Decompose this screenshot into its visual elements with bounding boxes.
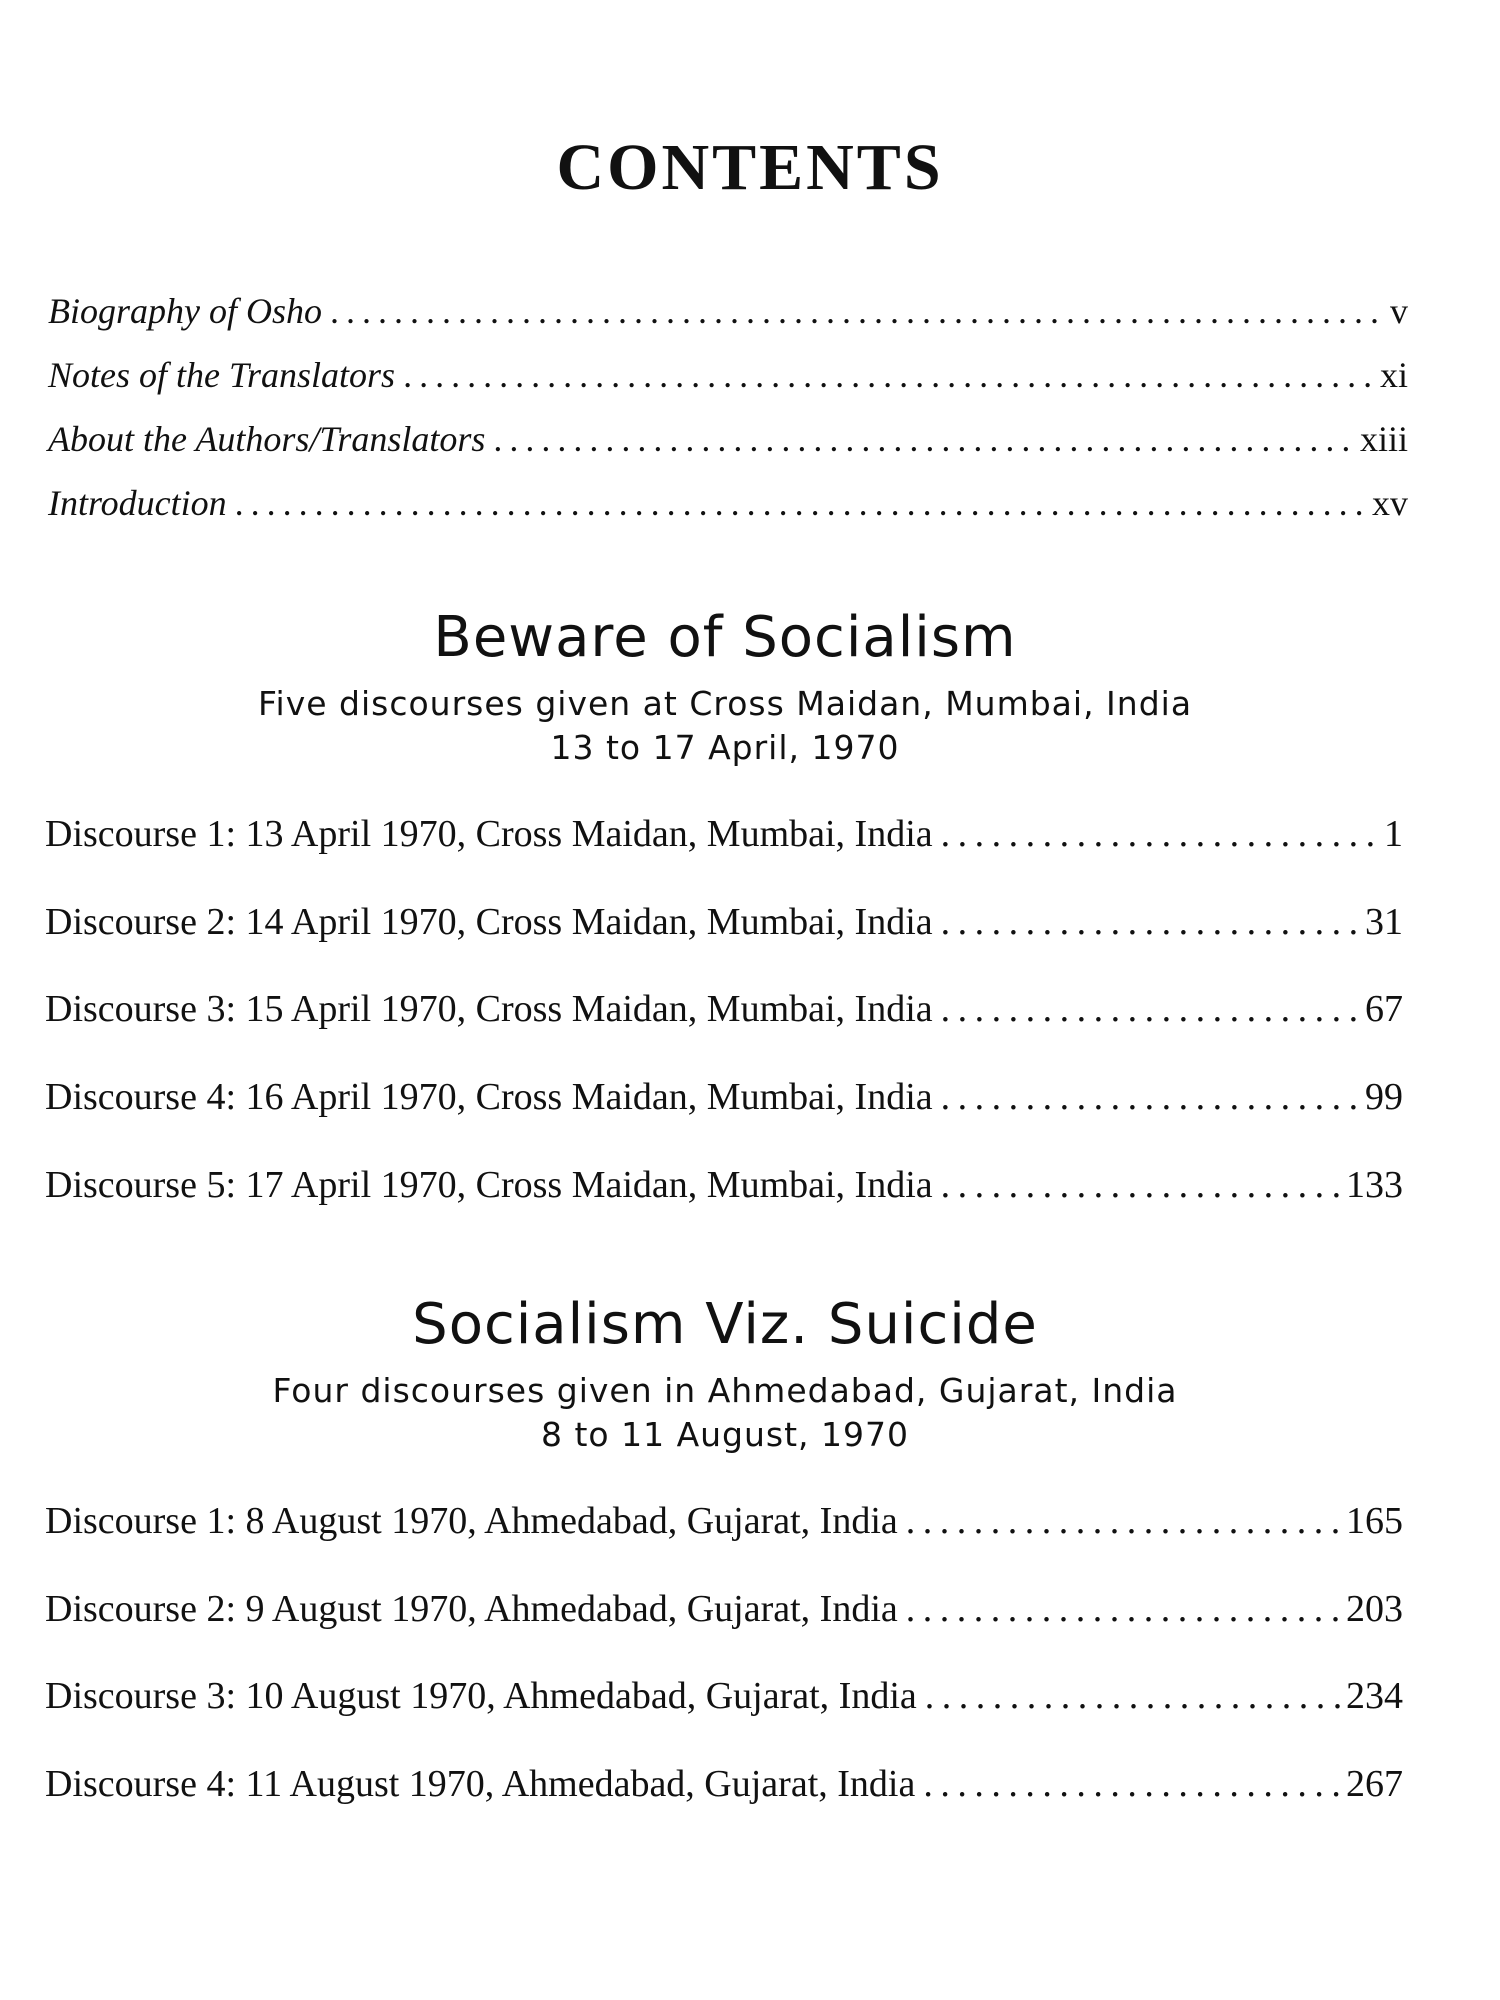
dot-leader [941,812,1380,856]
toc-entry-label: Biography of Osho [48,291,322,331]
toc-entry-page: 99 [1365,1076,1403,1118]
toc-entry-label: Notes of the Translators [48,355,396,395]
toc-entry-authors[interactable] [48,418,1408,462]
dot-leader [330,290,1386,332]
toc-entry-biography[interactable] [48,290,1408,334]
dot-leader [941,987,1361,1031]
toc-entry-discourse[interactable] [45,1762,1403,1808]
dot-leader [906,1499,1342,1543]
toc-entry-page: 1 [1384,813,1403,855]
toc-entry-discourse[interactable] [45,1499,1403,1545]
toc-entry-label: Discourse 5: 17 April 1970, Cross Maidan, Mumbai, India [45,1164,933,1206]
toc-entry-page: 67 [1365,988,1403,1030]
toc-entry-label: Discourse 1: 8 August 1970, Ahmedabad, Gujarat, India [45,1500,898,1542]
toc-entry-discourse[interactable] [45,812,1403,858]
toc-entry-page: xv [1372,483,1408,523]
toc-entry-discourse[interactable] [45,1163,1403,1209]
toc-entry-label: Discourse 2: 14 April 1970, Cross Maidan, Mumbai, India [45,901,933,943]
dot-leader [403,354,1376,396]
toc-entry-page: 234 [1346,1675,1403,1717]
toc-entry-page: v [1390,291,1408,331]
toc-entry-label: Discourse 2: 9 August 1970, Ahmedabad, Gujarat, India [45,1588,898,1630]
toc-entry-page: 203 [1346,1588,1403,1630]
toc-entry-introduction[interactable] [48,482,1408,526]
page-title: CONTENTS [556,131,944,204]
dot-leader [923,1762,1342,1806]
dot-leader [925,1674,1342,1718]
toc-entry-translator-notes[interactable] [48,354,1408,398]
toc-entry-page: 133 [1346,1164,1403,1206]
section-dates: 13 to 17 April, 1970 [550,728,900,767]
toc-entry-page: 267 [1346,1763,1403,1805]
section-subtitle: Four discourses given in Ahmedabad, Gujarat, India [272,1371,1178,1410]
dot-leader [906,1587,1342,1631]
section-dates: 8 to 11 August, 1970 [540,1415,910,1454]
toc-entry-label: Discourse 4: 16 April 1970, Cross Maidan, Mumbai, India [45,1076,933,1118]
toc-entry-label: About the Authors/Translators [48,419,486,459]
toc-entry-label: Discourse 4: 11 August 1970, Ahmedabad, Gujarat, India [45,1763,916,1805]
section-title: Beware of Socialism [433,605,1017,670]
toc-entry-discourse[interactable] [45,900,1403,946]
dot-leader [493,418,1356,460]
toc-entry-label: Discourse 3: 15 April 1970, Cross Maidan, Mumbai, India [45,988,933,1030]
toc-entry-page: xi [1379,355,1408,395]
dot-leader [941,1075,1361,1119]
section-title: Socialism Viz. Suicide [412,1292,1038,1357]
toc-entry-label: Discourse 3: 10 August 1970, Ahmedabad, Gujarat, India [45,1675,917,1717]
toc-entry-page: 31 [1365,901,1403,943]
toc-entry-discourse[interactable] [45,1587,1403,1633]
toc-entry-discourse[interactable] [45,987,1403,1033]
toc-entry-label: Introduction [48,483,227,523]
toc-entry-discourse[interactable] [45,1075,1403,1121]
dot-leader [941,900,1361,944]
toc-entry-label: Discourse 1: 13 April 1970, Cross Maidan, Mumbai, India [45,813,933,855]
dot-leader [235,482,1368,524]
toc-entry-page: 165 [1346,1500,1403,1542]
dot-leader [941,1163,1342,1207]
toc-entry-page: xiii [1359,419,1408,459]
toc-entry-discourse[interactable] [45,1674,1403,1720]
section-subtitle: Five discourses given at Cross Maidan, Mumbai, India [257,684,1193,723]
